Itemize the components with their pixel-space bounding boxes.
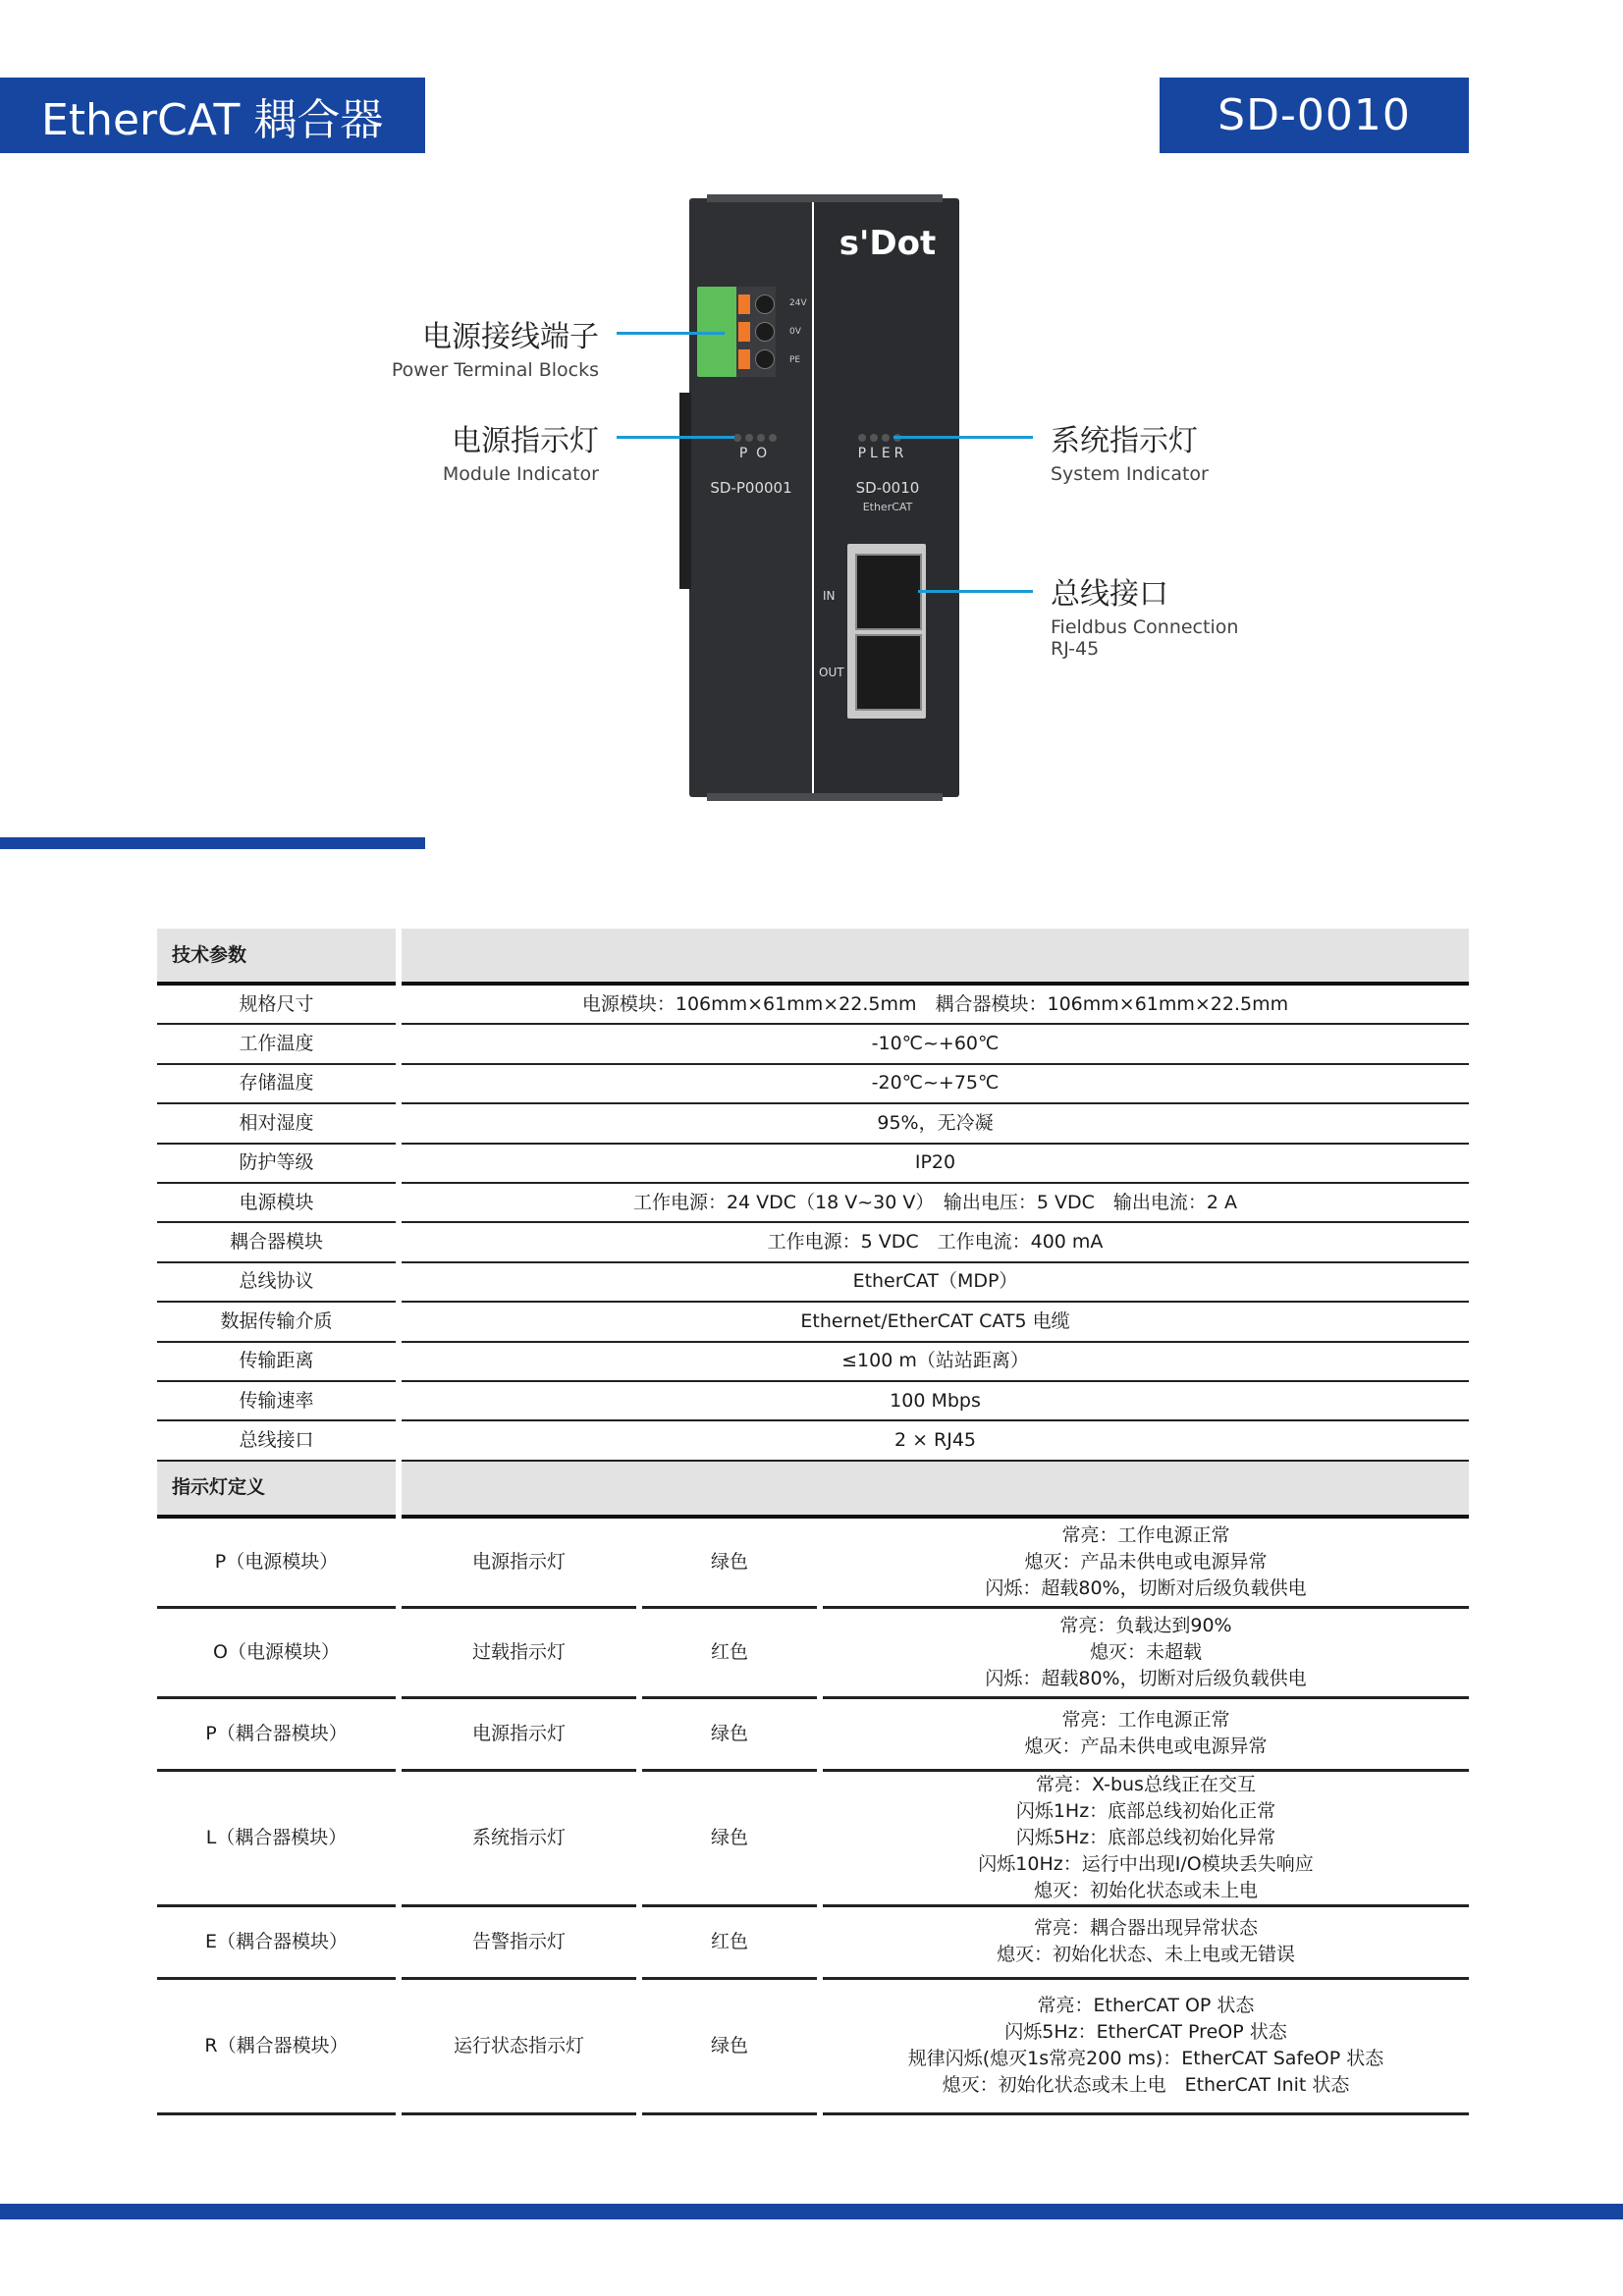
indicator-description [823, 1980, 1469, 2115]
spec-value: 2 × RJ45 [402, 1421, 1469, 1461]
indicator-description-line: 闪烁5Hz：底部总线初始化异常 [1015, 1826, 1276, 1848]
callout-fieldbus-cn: 总线接口 [1051, 577, 1168, 612]
indicator-row [157, 1699, 1469, 1772]
spec-row [157, 1382, 1469, 1421]
indicator-color: 绿色 [642, 1699, 817, 1772]
callout-power-terminal [392, 312, 599, 381]
indicator-description-line: 闪烁1Hz：底部总线初始化正常 [1015, 1799, 1276, 1822]
indicator-description-line: 常亮：负载达到90% [1059, 1614, 1232, 1636]
callout-system-indicator [1051, 416, 1209, 485]
spec-label: 规格尺寸 [157, 986, 396, 1025]
indicator-description [823, 1519, 1469, 1609]
spec-row [157, 1184, 1469, 1223]
spec-label: 数据传输介质 [157, 1303, 396, 1342]
indicator-color: 绿色 [642, 1519, 817, 1609]
spec-label: 工作温度 [157, 1025, 396, 1064]
indicator-color: 红色 [642, 1609, 817, 1699]
spec-row [157, 1104, 1469, 1144]
terminal-mark-24v: 24V [789, 298, 807, 308]
leader-module-indicator [617, 436, 734, 439]
page-title [0, 78, 425, 153]
spec-section-header [157, 929, 1469, 986]
coupler-model: SD-0010 [855, 479, 920, 497]
indicator-row [157, 1519, 1469, 1609]
spec-label: 总线接口 [157, 1421, 396, 1461]
title-text: EtherCAT 耦合器 [41, 94, 384, 145]
terminal-hole-3 [755, 349, 775, 369]
spec-value: 工作电源：5 VDC 工作电流：400 mA [402, 1223, 1469, 1262]
indicator-name: 运行状态指示灯 [402, 1980, 636, 2115]
spec-section-title: 技术参数 [157, 929, 396, 986]
spec-row [157, 1025, 1469, 1064]
spec-value: 95%，无冷凝 [402, 1104, 1469, 1144]
callout-power-terminal-cn: 电源接线端子 [422, 320, 599, 354]
coupler-subtitle: EtherCAT [862, 501, 913, 513]
spec-label: 总线协议 [157, 1263, 396, 1303]
spec-row [157, 1223, 1469, 1262]
indicator-name: 告警指示灯 [402, 1907, 636, 1980]
indicator-description-line: 常亮：工作电源正常 [1061, 1709, 1230, 1732]
spec-row [157, 1263, 1469, 1303]
spec-label: 存储温度 [157, 1065, 396, 1104]
accent-bar [0, 837, 425, 849]
indicator-row [157, 1772, 1469, 1907]
model-text: SD-0010 [1217, 90, 1411, 140]
spec-label: 防护等级 [157, 1145, 396, 1184]
coupler-led-labels: PLER [857, 446, 908, 461]
terminal-hole-2 [755, 322, 775, 342]
leader-system-indicator [893, 436, 1033, 439]
callout-system-indicator-cn: 系统指示灯 [1051, 424, 1198, 458]
indicator-description-line: 常亮：耦合器出现异常状态 [1033, 1917, 1258, 1940]
top-rail [707, 194, 943, 202]
callout-fieldbus-en2: RJ-45 [1051, 638, 1100, 660]
indicator-color: 绿色 [642, 1980, 817, 2115]
callout-fieldbus [1051, 569, 1238, 660]
spec-row [157, 1065, 1469, 1104]
indicator-led: E（耦合器模块） [157, 1907, 396, 1980]
spec-value: 工作电源：24 VDC（18 V~30 V） 输出电压：5 VDC 输出电流：2 A [402, 1184, 1469, 1223]
spec-value: IP20 [402, 1145, 1469, 1184]
indicator-led: R（耦合器模块） [157, 1980, 396, 2115]
indicator-led: O（电源模块） [157, 1609, 396, 1699]
rail-clip [679, 393, 691, 589]
indicator-name: 电源指示灯 [402, 1699, 636, 1772]
spec-row [157, 1421, 1469, 1461]
indicator-description-line: 闪烁：超载80%，切断对后级负载供电 [985, 1576, 1307, 1599]
port-in-label: IN [823, 589, 836, 603]
terminal-latch-3 [738, 349, 750, 369]
indicator-color: 红色 [642, 1907, 817, 1980]
leader-power-terminal [617, 332, 725, 335]
callout-module-indicator-cn: 电源指示灯 [452, 424, 599, 458]
spec-value: EtherCAT（MDP） [402, 1263, 1469, 1303]
indicator-description-line: 常亮：工作电源正常 [1061, 1523, 1230, 1546]
power-module-model: SD-P00001 [710, 479, 792, 497]
leader-fieldbus [918, 590, 1033, 593]
spec-label: 传输距离 [157, 1343, 396, 1382]
spec-section-filler [402, 929, 1469, 986]
indicator-description-line: 闪烁5Hz：EtherCAT PreOP 状态 [1004, 2021, 1287, 2044]
indicator-section-filler [402, 1462, 1469, 1519]
spec-row [157, 1145, 1469, 1184]
spec-rows [157, 986, 1469, 1462]
indicator-description-line: 闪烁10Hz：运行中出现I/O模块丢失响应 [978, 1852, 1314, 1875]
spec-value: -20℃~+75℃ [402, 1065, 1469, 1104]
indicator-row [157, 1980, 1469, 2115]
terminal-hole-1 [755, 294, 775, 314]
spec-value: -10℃~+60℃ [402, 1025, 1469, 1064]
indicator-description [823, 1907, 1469, 1980]
callout-fieldbus-en: Fieldbus Connection [1051, 616, 1239, 638]
terminal-latch-1 [738, 294, 750, 314]
terminal-mark-0v: 0V [789, 327, 801, 337]
spec-row [157, 986, 1469, 1025]
spec-label: 传输速率 [157, 1382, 396, 1421]
rj45-in-port [855, 554, 922, 630]
indicator-description-line: 熄灭：未超载 [1089, 1640, 1202, 1663]
model-badge [1160, 78, 1469, 153]
indicator-color: 绿色 [642, 1772, 817, 1907]
indicator-description-line: 常亮：EtherCAT OP 状态 [1037, 1995, 1255, 2017]
spec-label: 耦合器模块 [157, 1223, 396, 1262]
indicator-description-line: 规律闪烁(熄灭1s常亮200 ms)：EtherCAT SafeOP 状态 [907, 2048, 1384, 2070]
indicator-description [823, 1609, 1469, 1699]
indicator-description-line: 熄灭：初始化状态或未上电 [1033, 1879, 1258, 1901]
indicator-name: 电源指示灯 [402, 1519, 636, 1609]
indicator-row [157, 1907, 1469, 1980]
indicator-row [157, 1609, 1469, 1699]
indicator-led: P（耦合器模块） [157, 1699, 396, 1772]
spec-label: 相对湿度 [157, 1104, 396, 1144]
indicator-rows [157, 1519, 1469, 2115]
indicator-section-title: 指示灯定义 [157, 1462, 396, 1519]
indicator-name: 系统指示灯 [402, 1772, 636, 1907]
power-module-led-row [733, 434, 777, 442]
callout-system-indicator-en: System Indicator [1051, 463, 1209, 485]
indicator-led: P（电源模块） [157, 1519, 396, 1609]
indicator-led: L（耦合器模块） [157, 1772, 396, 1907]
power-module-led-labels: P O [738, 446, 768, 461]
port-out-label: OUT [819, 666, 844, 679]
terminal-latch-2 [738, 322, 750, 342]
spec-row [157, 1343, 1469, 1382]
indicator-description-line: 闪烁：超载80%，切断对后级负载供电 [985, 1667, 1307, 1689]
bottom-rail [707, 793, 943, 801]
indicator-section-header [157, 1462, 1469, 1519]
indicator-description [823, 1772, 1469, 1907]
callout-power-terminal-en: Power Terminal Blocks [391, 359, 599, 381]
indicator-name: 过载指示灯 [402, 1609, 636, 1699]
indicator-description-line: 熄灭：初始化状态或未上电 EtherCAT Init 状态 [942, 2074, 1350, 2097]
product-figure [373, 187, 1257, 815]
spec-label: 电源模块 [157, 1184, 396, 1223]
callout-module-indicator-en: Module Indicator [442, 463, 599, 485]
indicator-description-line: 熄灭：产品未供电或电源异常 [1024, 1735, 1268, 1758]
spec-value: 电源模块：106mm×61mm×22.5mm 耦合器模块：106mm×61mm×22.5mm [402, 986, 1469, 1025]
footer-bar [0, 2204, 1623, 2219]
spec-row [157, 1303, 1469, 1342]
indicator-description [823, 1699, 1469, 1772]
callout-module-indicator [443, 416, 599, 485]
brand-logo: s'Dot [839, 224, 937, 263]
spec-value: 100 Mbps [402, 1382, 1469, 1421]
spec-table [157, 929, 1469, 2115]
indicator-description-line: 熄灭：初始化状态、未上电或无错误 [996, 1944, 1295, 1966]
spec-value: Ethernet/EtherCAT CAT5 电缆 [402, 1303, 1469, 1342]
terminal-mark-pe: PE [789, 355, 801, 365]
indicator-description-line: 常亮：X-bus总线正在交互 [1036, 1773, 1256, 1795]
indicator-description-line: 熄灭：产品未供电或电源异常 [1024, 1550, 1268, 1573]
rj45-out-port [855, 634, 922, 711]
spec-value: ≤100 m（站站距离） [402, 1343, 1469, 1382]
